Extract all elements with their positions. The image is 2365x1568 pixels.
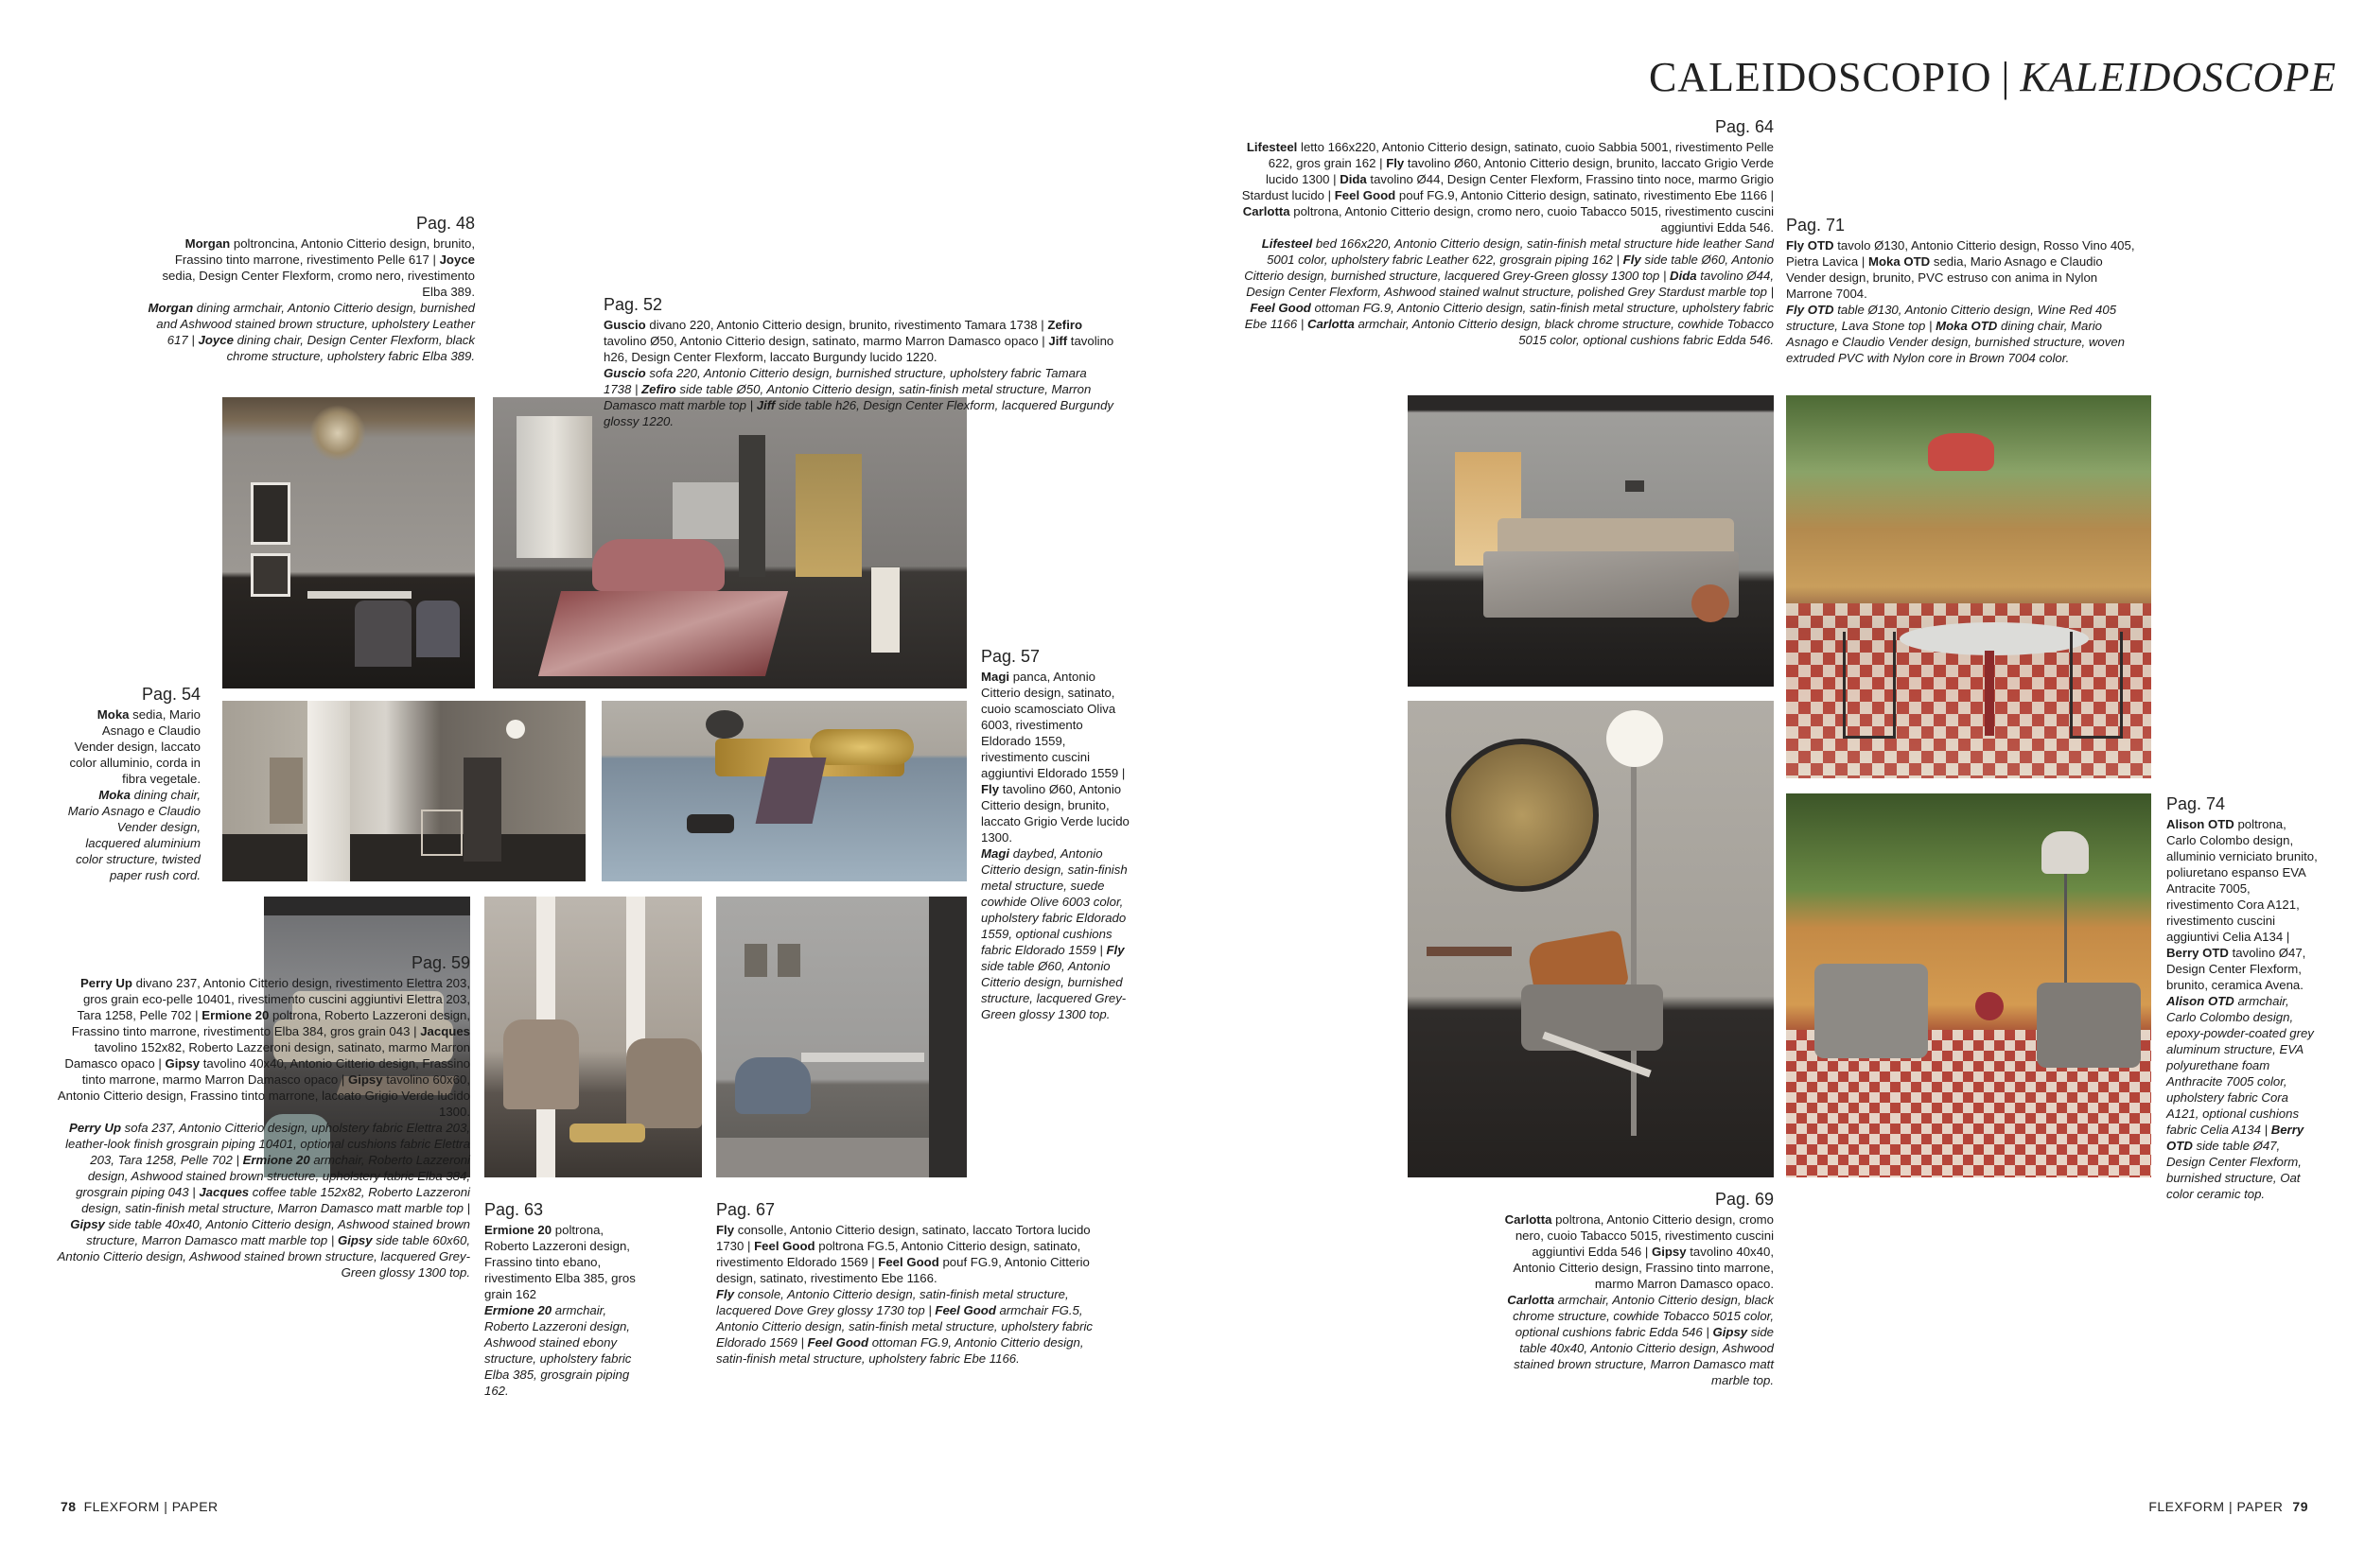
product-description: armchair, Carlo Colombo design, epoxy-powder-coated grey aluminum structure, EVA polyurethane foam Anthracite 7005 color, upholstery fabric Cora A121, optional cushions fabric Celia A134 | bbox=[2166, 994, 2314, 1137]
caption-italian bbox=[981, 669, 1132, 845]
product-description: dining chair, Mario Asnago e Claudio Vender design, lacquered aluminium color structure, twisted paper rush cord. bbox=[67, 788, 201, 882]
product-description: side table Ø60, Antonio Citterio design, burnished structure, lacquered Grey-Green glossy 1300 top | bbox=[1244, 253, 1774, 283]
caption-english bbox=[1495, 1292, 1774, 1388]
spread-title bbox=[1649, 53, 2337, 101]
caption-italian bbox=[484, 1222, 640, 1302]
footer-left bbox=[61, 1499, 219, 1514]
product-name: Zefiro bbox=[1047, 318, 1083, 332]
product-description: tavolo Ø130, Antonio Citterio design, Rosso Vino 405, Pietra Lavica | bbox=[1786, 238, 2135, 269]
product-description: poltroncina, Antonio Citterio design, brunito, Frassino tinto marrone, rivestimento Pelle 617 | bbox=[174, 236, 475, 267]
photo-pag-67-fly-console bbox=[716, 897, 967, 1177]
product-name: Fly bbox=[981, 782, 1000, 796]
product-description: poltrona, Carlo Colombo design, alluminio verniciato brunito, poliuretano espanso EVA Antracite 7005, rivestimento Cora A121, rivestimento cuscini aggiuntivi Celia A134 | bbox=[2166, 817, 2318, 944]
product-description: tavolino Ø47, Design Center Flexform, brunito, ceramica Avena. bbox=[2166, 946, 2306, 992]
caption-italian bbox=[604, 317, 1122, 365]
product-name: Joyce bbox=[439, 253, 475, 267]
product-description: sofa 237, Antonio Citterio design, upholstery fabric Elettra 203, leather-look finish grosgrain piping 10401, optional cushions fabric Elettra 203, Tara 1258, Pelle 702 | bbox=[65, 1121, 470, 1167]
product-name: Jacques bbox=[420, 1024, 470, 1038]
page-ref: Pag. 64 bbox=[1714, 117, 1774, 136]
product-description: poltrona, Roberto Lazzeroni design, Frassino tinto ebano, rivestimento Elba 385, gros grain 162 bbox=[484, 1223, 636, 1301]
product-name: Fly bbox=[1386, 156, 1405, 170]
product-description: tavolino 60x60, Antonio Citterio design, Frassino tinto marrone, laccato Grigio Verde lucido 1300. bbox=[57, 1072, 470, 1119]
product-name: Feel Good bbox=[878, 1255, 939, 1269]
caption-italian bbox=[716, 1222, 1095, 1286]
caption-pag-64 bbox=[1239, 115, 1774, 348]
product-description: tavolino 152x82, Roberto Lazzeroni design, satinato, marmo Marron Damasco opaco | bbox=[64, 1040, 470, 1071]
caption-english bbox=[1786, 302, 2136, 366]
product-name: Morgan bbox=[184, 236, 231, 251]
product-name: Perry Up bbox=[69, 1121, 122, 1135]
product-description: divano 237, Antonio Citterio design, rivestimento Elettra 203, gros grain eco-pelle 10401, rivestimento cuscini aggiuntivi Elettra 203, Tara 1258, Pelle 702 | bbox=[77, 976, 470, 1022]
product-description: side table Ø47, Design Center Flexform, burnished structure, Oat color ceramic top. bbox=[2166, 1139, 2302, 1201]
product-description: tavolino 40x40, Antonio Citterio design, Frassino tinto marrone, marmo Marron Damasco opaco. bbox=[1513, 1245, 1774, 1291]
photo-pag-63-ermione-armchairs bbox=[484, 897, 702, 1177]
product-name: Carlotta bbox=[1504, 1212, 1552, 1227]
caption-pag-57 bbox=[981, 645, 1132, 1022]
product-description: ottoman FG.9, Antonio Citterio design, satin-finish metal structure, upholstery fabric Ebe 1166. bbox=[716, 1335, 1084, 1366]
product-description: tavolino Ø60, Antonio Citterio design, brunito, laccato Grigio Verde lucido 1300 | bbox=[1265, 156, 1774, 186]
product-description: side table 40x40, Antonio Citterio design, Ashwood stained brown structure, Marron Damasco matt marble top. bbox=[1514, 1325, 1774, 1387]
product-description: bed 166x220, Antonio Citterio design, satin-finish metal structure hide leather Sand 5001 color, upholstery fabric Leather 622, grosgrain piping 162 | bbox=[1267, 236, 1774, 267]
product-description: tavolino Ø60, Antonio Citterio design, brunito, laccato Grigio Verde lucido 1300. bbox=[981, 782, 1130, 845]
page-ref: Pag. 67 bbox=[716, 1200, 776, 1219]
product-description: letto 166x220, Antonio Citterio design, satinato, cuoio Sabbia 5001, rivestimento Pelle 622, gros grain 162 | bbox=[1268, 140, 1774, 170]
product-name: Magi bbox=[981, 846, 1010, 861]
page-ref: Pag. 63 bbox=[484, 1200, 544, 1219]
product-description: dining armchair, Antonio Citterio design, burnished and Ashwood stained brown structure, upholstery Leather 617 | bbox=[156, 301, 475, 347]
product-name: Feel Good bbox=[935, 1303, 996, 1317]
product-name: Zefiro bbox=[641, 382, 676, 396]
page-ref: Pag. 52 bbox=[604, 295, 663, 314]
product-description: consolle, Antonio Citterio design, satinato, laccato Tortora lucido 1730 | bbox=[716, 1223, 1091, 1253]
product-name: Moka OTD bbox=[1936, 319, 1998, 333]
product-name: Ermione 20 bbox=[484, 1223, 552, 1237]
photo-pag-57-magi-daybed bbox=[602, 701, 967, 881]
product-description: sedia, Mario Asnago e Claudio Vender design, laccato color alluminio, corda in fibra vegetale. bbox=[69, 707, 201, 786]
caption-english bbox=[484, 1302, 640, 1399]
product-name: Fly bbox=[716, 1287, 735, 1301]
product-name: Perry Up bbox=[80, 976, 132, 990]
product-description: coffee table 152x82, Roberto Lazzeroni design, satin-finish metal structure, Marron Damasco matt marble top | bbox=[81, 1185, 470, 1215]
product-description: tavolino Ø44, Design Center Flexform, Frassino tinto noce, marmo Grigio Stardust lucido | bbox=[1241, 172, 1774, 202]
product-description: side table 60x60, Antonio Citterio design, Ashwood stained brown structure, lacquered Grey-Green glossy 1300 top. bbox=[57, 1233, 470, 1280]
product-name: Jiff bbox=[756, 398, 776, 412]
caption-english bbox=[604, 365, 1114, 429]
caption-english bbox=[147, 300, 475, 364]
photo-pag-48-dining-room bbox=[222, 397, 475, 688]
product-name: Dida bbox=[1670, 269, 1697, 283]
product-name: Feel Good bbox=[1250, 301, 1311, 315]
product-description: tavolino 40x40, Antonio Citterio design, Frassino tinto marrone, marmo Marron Damasco opaco | bbox=[81, 1056, 470, 1087]
product-name: Dida bbox=[1340, 172, 1367, 186]
product-description: poltrona, Roberto Lazzeroni design, Frassino tinto marrone, rivestimento Elba 384, gros grain 043 | bbox=[71, 1008, 470, 1038]
product-description: armchair, Roberto Lazzeroni design, Ashwood stained ebony structure, upholstery fabric Elba 385, grosgrain piping 162. bbox=[484, 1303, 632, 1398]
product-description: side table Ø50, Antonio Citterio design, satin-finish metal structure, Marron Damasco matt marble top | bbox=[604, 382, 1092, 412]
product-name: Lifesteel bbox=[1246, 140, 1298, 154]
product-name: Gipsy bbox=[337, 1233, 373, 1247]
right-page-number: 79 bbox=[2292, 1499, 2308, 1514]
product-description: poltrona FG.5, Antonio Citterio design, satinato, rivestimento Eldorado 1569 | bbox=[716, 1239, 1081, 1269]
page-ref: Pag. 74 bbox=[2166, 794, 2226, 813]
caption-english bbox=[1239, 235, 1774, 348]
product-description: dining chair, Mario Asnago e Claudio Vender design, burnished structure, woven extruded PVC with Nylon core in Brown 7004 color. bbox=[1786, 319, 2125, 365]
product-name: Jiff bbox=[1048, 334, 1068, 348]
product-name: Morgan bbox=[148, 301, 194, 315]
product-description: side table 40x40, Antonio Citterio design, Ashwood stained brown structure, Marron Damasco matt marble top | bbox=[86, 1217, 470, 1247]
title-italic: KALEIDOSCOPE bbox=[2020, 54, 2337, 100]
product-name: Fly bbox=[1622, 253, 1641, 267]
product-name: Jacques bbox=[199, 1185, 250, 1199]
caption-italian bbox=[2166, 816, 2318, 993]
page-ref: Pag. 71 bbox=[1786, 216, 1846, 235]
product-name: Moka bbox=[98, 788, 131, 802]
product-name: Feel Good bbox=[754, 1239, 815, 1253]
product-name: Fly OTD bbox=[1786, 238, 1834, 253]
product-name: Berry OTD bbox=[2166, 1123, 2304, 1153]
product-name: Fly bbox=[716, 1223, 735, 1237]
product-name: Carlotta bbox=[1306, 317, 1355, 331]
caption-italian bbox=[147, 235, 475, 300]
title-main: CALEIDOSCOPIO bbox=[1648, 54, 1992, 100]
product-name: Moka bbox=[96, 707, 130, 722]
caption-pag-74 bbox=[2166, 793, 2318, 1202]
product-description: daybed, Antonio Citterio design, satin-finish metal structure, suede cowhide Olive 6003 color, upholstery fabric Eldorado 1559, optional cushions fabric Eldorado 1559 | bbox=[981, 846, 1128, 957]
caption-italian bbox=[66, 706, 201, 787]
page-ref: Pag. 59 bbox=[411, 953, 470, 972]
photo-pag-52-pink-sofa bbox=[493, 397, 967, 688]
caption-english bbox=[2166, 993, 2318, 1202]
caption-pag-71 bbox=[1786, 214, 2136, 366]
product-description: armchair FG.5, Antonio Citterio design, satin-finish metal structure, upholstery fabric Eldorado 1569 | bbox=[716, 1303, 1094, 1350]
product-description: table Ø130, Antonio Citterio design, Wine Red 405 structure, Lava Stone top | bbox=[1786, 303, 2117, 333]
product-description: sofa 220, Antonio Citterio design, burnished structure, upholstery fabric Tamara 1738 | bbox=[604, 366, 1087, 396]
product-name: Gipsy bbox=[1712, 1325, 1748, 1339]
caption-english bbox=[57, 1120, 470, 1281]
product-description: pouf FG.9, Antonio Citterio design, satinato, rivestimento Ebe 1166. bbox=[716, 1255, 1090, 1285]
product-name: Lifesteel bbox=[1261, 236, 1313, 251]
product-name: Berry OTD bbox=[2166, 946, 2229, 960]
page-ref: Pag. 57 bbox=[981, 647, 1041, 666]
product-name: Fly OTD bbox=[1786, 303, 1834, 317]
product-name: Ermione 20 bbox=[484, 1303, 552, 1317]
caption-pag-69 bbox=[1495, 1188, 1774, 1388]
product-description: poltrona, Antonio Citterio design, cromo nero, cuoio Tabacco 5015, rivestimento cuscini aggiuntivi Edda 546. bbox=[1289, 204, 1774, 235]
product-description: ottoman FG.9, Antonio Citterio design, satin-finish metal structure, upholstery fabric Ebe 1166 | bbox=[1244, 301, 1774, 331]
product-name: Gipsy bbox=[165, 1056, 201, 1071]
caption-pag-54 bbox=[66, 683, 201, 883]
product-description: tavolino h26, Design Center Flexform, laccato Burgundy lucido 1220. bbox=[604, 334, 1114, 364]
product-description: armchair, Antonio Citterio design, black chrome structure, cowhide Tobacco 5015 color, optional cushions fabric Edda 546 | bbox=[1513, 1293, 1774, 1339]
product-description: panca, Antonio Citterio design, satinato, cuoio scamosciato Oliva 6003, rivestimento Eldorado 1559, rivestimento cuscini aggiuntivi Eldorado 1559 | bbox=[981, 670, 1126, 780]
left-footer-label: FLEXFORM | PAPER bbox=[83, 1499, 219, 1514]
product-name: Feel Good bbox=[1334, 188, 1396, 202]
product-description: divano 220, Antonio Citterio design, brunito, rivestimento Tamara 1738 | bbox=[645, 318, 1048, 332]
product-name: Ermione 20 bbox=[201, 1008, 270, 1022]
product-description: sedia, Design Center Flexform, cromo nero, rivestimento Elba 389. bbox=[162, 269, 475, 299]
product-description: pouf FG.9, Antonio Citterio design, satinato, rivestimento Ebe 1166 | bbox=[1395, 188, 1774, 202]
caption-pag-52 bbox=[604, 293, 1122, 429]
product-name: Moka OTD bbox=[1868, 254, 1931, 269]
product-name: Feel Good bbox=[807, 1335, 869, 1350]
product-description: sedia, Mario Asnago e Claudio Vender design, brunito, PVC estruso con anima in Nylon Marrone 7004. bbox=[1786, 254, 2103, 301]
product-name: Gipsy bbox=[70, 1217, 105, 1231]
caption-italian bbox=[1786, 237, 2136, 302]
product-description: armchair, Roberto Lazzeroni design, Ashwood stained brown structure, upholstery fabric Elba 384, grosgrain piping 043 | bbox=[76, 1153, 470, 1199]
caption-italian bbox=[1239, 139, 1774, 235]
product-name: Guscio bbox=[604, 318, 646, 332]
product-name: Magi bbox=[981, 670, 1010, 684]
product-name: Alison OTD bbox=[2166, 817, 2234, 831]
caption-italian bbox=[1495, 1211, 1774, 1292]
product-name: Carlotta bbox=[1242, 204, 1290, 218]
caption-english bbox=[716, 1286, 1095, 1367]
product-name: Gipsy bbox=[1651, 1245, 1687, 1259]
product-description: dining chair, Design Center Flexform, black chrome structure, upholstery fabric Elba 389. bbox=[226, 333, 475, 363]
footer-right bbox=[2148, 1499, 2308, 1514]
page-ref: Pag. 54 bbox=[141, 685, 201, 704]
photo-pag-54-moka-chair bbox=[222, 701, 586, 881]
product-name: Guscio bbox=[604, 366, 646, 380]
photo-pag-64-lifesteel-bed bbox=[1408, 395, 1774, 687]
caption-pag-48 bbox=[147, 212, 475, 364]
left-page-number: 78 bbox=[61, 1499, 77, 1514]
product-description: tavolino Ø50, Antonio Citterio design, satinato, marmo Marron Damasco opaco | bbox=[604, 334, 1049, 348]
caption-pag-59 bbox=[57, 951, 470, 1281]
product-description: console, Antonio Citterio design, satin-finish metal structure, lacquered Dove Grey glossy 1730 top | bbox=[716, 1287, 1069, 1317]
photo-pag-69-carlotta-armchair bbox=[1408, 701, 1774, 1177]
product-name: Joyce bbox=[198, 333, 234, 347]
photo-pag-71-outdoor-courtyard bbox=[1786, 395, 2151, 778]
product-description: side table Ø60, Antonio Citterio design, burnished structure, lacquered Grey-Green glossy 1300 top. bbox=[981, 959, 1127, 1021]
product-description: poltrona, Antonio Citterio design, cromo nero, cuoio Tabacco 5015, rivestimento cuscini aggiuntivi Edda 546 | bbox=[1515, 1212, 1774, 1259]
caption-italian bbox=[57, 975, 470, 1120]
product-name: Alison OTD bbox=[2166, 994, 2234, 1008]
product-description: armchair, Antonio Citterio design, black chrome structure, cowhide Tobacco 5015 color, optional cushions fabric Edda 546. bbox=[1354, 317, 1774, 347]
page-ref: Pag. 48 bbox=[415, 214, 475, 233]
product-name: Carlotta bbox=[1507, 1293, 1555, 1307]
product-name: Fly bbox=[1106, 943, 1125, 957]
caption-pag-63 bbox=[484, 1198, 640, 1399]
product-name: Gipsy bbox=[347, 1072, 383, 1087]
caption-english bbox=[66, 787, 201, 883]
caption-english bbox=[981, 845, 1132, 1022]
caption-pag-67 bbox=[716, 1198, 1095, 1367]
title-separator: | bbox=[2001, 54, 2011, 100]
product-description: tavolino Ø44, Design Center Flexform, Ashwood stained walnut structure, polished Grey Stardust marble top | bbox=[1246, 269, 1774, 299]
right-footer-label: FLEXFORM | PAPER bbox=[2148, 1499, 2284, 1514]
page-ref: Pag. 69 bbox=[1714, 1190, 1774, 1209]
photo-pag-74-alison-outdoor bbox=[1786, 793, 2151, 1177]
product-name: Ermione 20 bbox=[242, 1153, 310, 1167]
product-description: side table h26, Design Center Flexform, lacquered Burgundy glossy 1220. bbox=[604, 398, 1114, 428]
